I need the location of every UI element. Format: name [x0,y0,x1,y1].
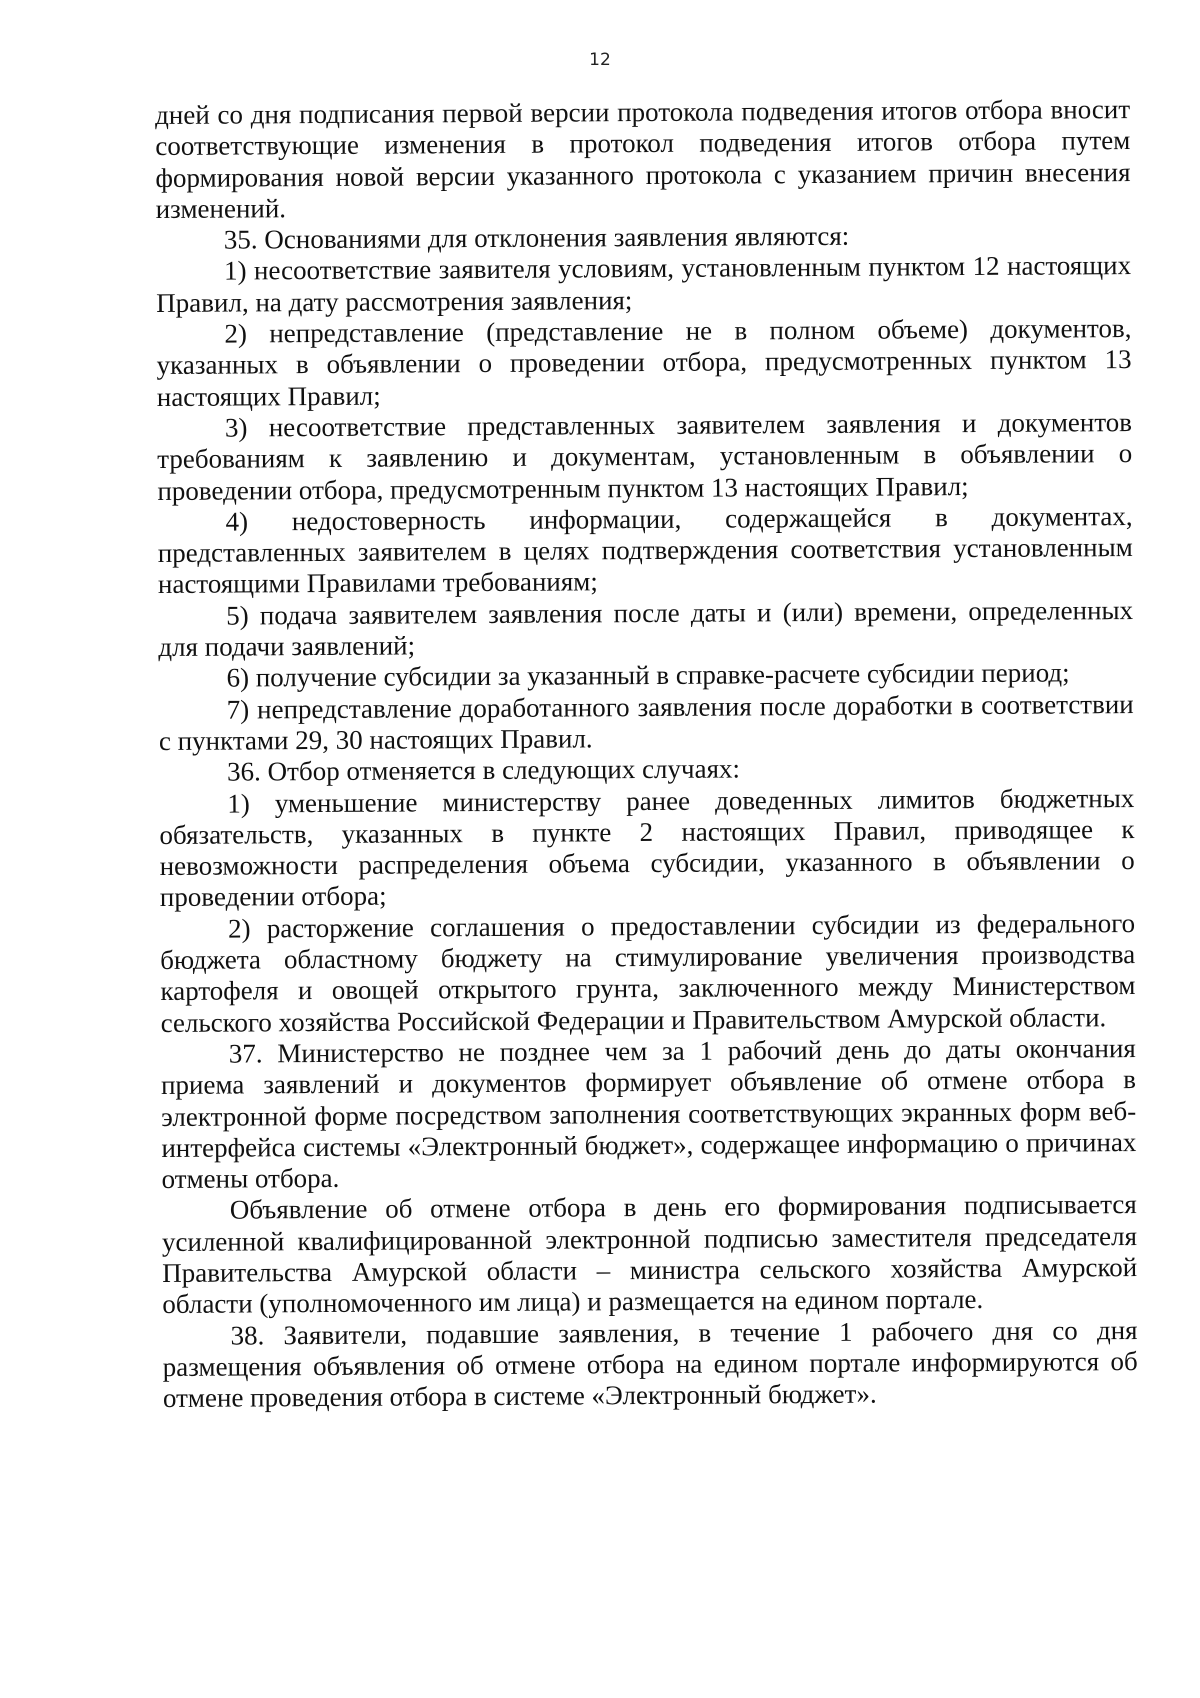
paragraph-37: 37. Министерство не позднее чем за 1 рабочий день до даты окончания приема заявлений и документов формирует объявление об отмене отбора в электронной форме посредством заполнения соответствующих экранных форм веб-интерфейса системы «Электронный бюджет», содержащее информацию о причинах отмены отбора. [160,1032,1137,1195]
paragraph-35-item-2: 2) непредставление (представление не в полном объеме) документов, указанных в объявлении о проведении отбора, предусмотренных пунктом 13 настоящих Правил; [156,313,1132,412]
paragraph-37-announcement: Объявление об отмене отбора в день его формирования подписывается усиленной квалифицированной электронной подписью заместителя председателя Правительства Амурской области – министра сельского хозяйства Амурской области (уполномоченного им лица) и размещается на едином портале. [161,1189,1138,1320]
paragraph-36: 36. Отбор отменяется в следующих случаях: [227,753,741,787]
document-body [155,94,1138,1414]
paragraph-continuation: дней со дня подписания первой версии протокола подведения итогов отбора вносит соответствующие изменения в протокол подведения итогов отбора путем формирования новой версии указанного протокола с указанием причин внесения изменений. [155,94,1131,224]
paragraph-35-item-7: 7) непредставление доработанного заявления после доработки в соответствии с пунктами 29, 30 настоящих Правил. [158,688,1134,756]
paragraph-35-item-6: 6) получение субсидии за указанный в справке-расчете субсидии период; [226,657,1070,693]
paragraph-35-item-3: 3) несоответствие представленных заявителем заявления и документов требованиям к заявлению и документам, установленным в объявлении о проведении отбора, предусмотренным пунктом 13 настоящих Правил; [157,407,1133,506]
paragraph-35-item-1: 1) несоответствие заявителя условиям, установленным пунктом 12 настоящих Правил, на дату рассмотрения заявления; [156,250,1132,318]
paragraph-38: 38. Заявители, подавшие заявления, в течение 1 рабочего дня со дня размещения объявления об отмене отбора на едином портале информируются об отмене проведения отбора в системе «Электронный бюджет». [162,1314,1138,1414]
page-number: 12 [589,50,611,70]
paragraph-35: 35. Основаниями для отклонения заявления являются: [223,220,850,255]
paragraph-36-item-2: 2) расторжение соглашения о предоставлении субсидии из федерального бюджета областному бюджету на стимулирование увеличения производства картофеля и овощей открытого грунта, заключенного между Министерством сельского хозяйства Российской Федерации и Правительством Амурской области. [160,907,1136,1038]
paragraph-36-item-1: 1) уменьшение министерству ранее доведенных лимитов бюджетных обязательств, указанных в пункте 2 настоящих Правил, приводящее к невозможности распределения объема субсидии, указанного в объявлении о проведении отбора; [159,782,1135,913]
paragraph-35-item-5: 5) подача заявителем заявления после даты и (или) времени, определенных для подачи заявлений; [158,594,1134,663]
paragraph-35-item-4: 4) недостоверность информации, содержащейся в документах, представленных заявителем в целях подтверждения соответствия установленным настоящими Правилами требованиям; [157,500,1133,600]
